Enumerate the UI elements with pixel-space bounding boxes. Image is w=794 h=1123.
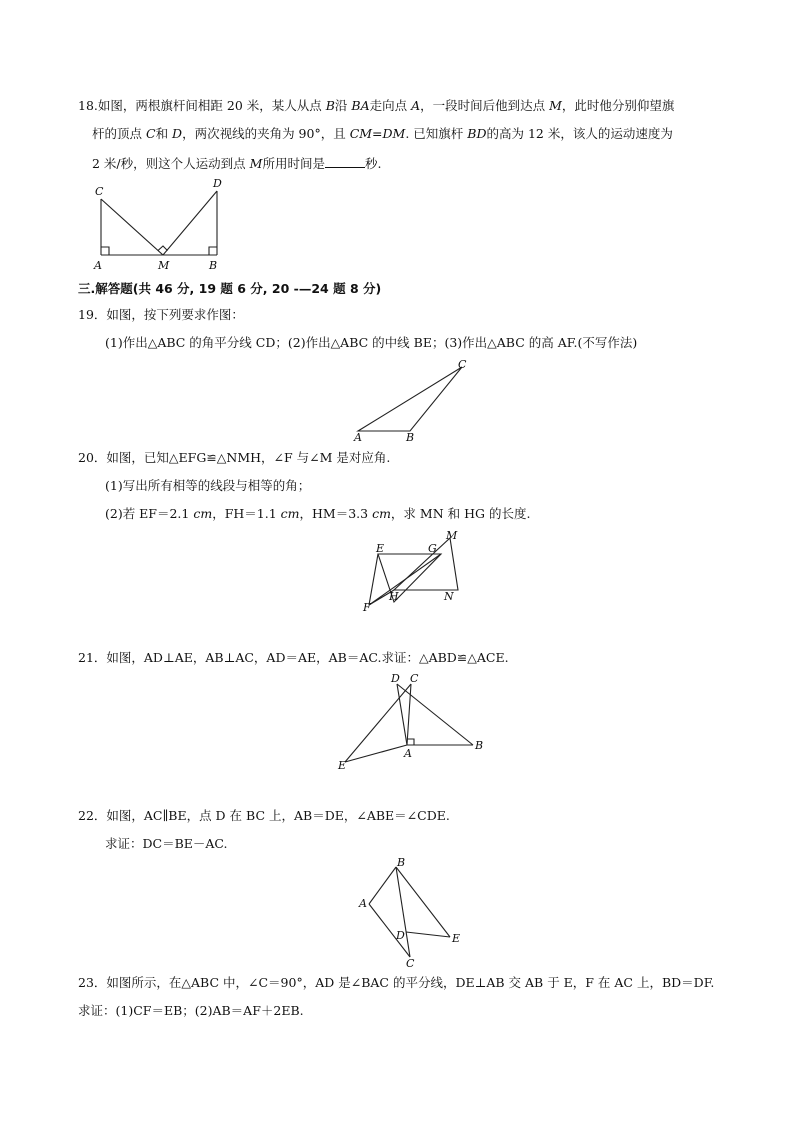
q22-line-1: 22．如图，AC∥BE，点 D 在 BC 上，AB＝DE，∠ABE＝∠CDE. [78,808,450,823]
label-e: E [338,759,347,772]
segment-de [406,932,450,937]
q19-line-2: (1)作出△ABC 的角平分线 CD；(2)作出△ABC 的中线 BE；(3)作出△ABC 的高 AF.(不写作法) [105,335,638,350]
q18-line-3: 2 米/秒，则这个人运动到点 M所用时间是 秒. [92,156,382,171]
label-a: A [354,431,362,444]
segment-gf [369,554,441,605]
q22-line-2: 求证：DC＝BE－AC. [105,836,228,851]
segment-be [396,867,450,937]
q18-figure [85,175,235,275]
right-angle-a [101,247,109,255]
segment-db [397,684,473,745]
q21-line-1: 21．如图，AD⊥AE，AB⊥AC，AD＝AE，AB＝AC.求证：△ABD≌△ACE. [78,650,509,665]
label-b: B [475,739,484,752]
q18-line-1: 18.如图，两根旗杆间相距 20 米，某人从点 B沿 BA走向点 A，一段时间后他到达点 M，此时他分别仰望旗 [78,98,675,113]
right-angle-b [209,247,217,255]
segment-fe [369,554,378,605]
label-a: A [359,897,367,910]
label-d: D [396,929,405,942]
triangle-abc [358,367,462,431]
label-b: B [397,856,406,869]
label-n: N [444,590,454,603]
q19-figure [348,360,478,445]
label-b: B [406,431,415,444]
label-m: M [158,259,170,272]
sightline-cm [101,199,163,255]
q22-figure [355,855,470,970]
label-c: C [458,358,467,371]
label-h: H [389,590,399,603]
q21-figure [335,670,490,775]
segment-ba [369,867,396,904]
right-angle-m [158,246,168,251]
q20-line-3: (2)若 EF＝2.1 cm，FH＝1.1 cm，HM＝3.3 cm，求 MN 和 HG 的长度. [105,506,531,521]
label-e: E [452,932,461,945]
answer-blank[interactable] [325,155,365,168]
q20-figure [360,530,470,615]
q23-line-2: 求证：(1)CF＝EB；(2)AB＝AF＋2EB. [78,1003,304,1018]
label-d: D [391,672,400,685]
q20-line-1: 20．如图，已知△EFG≌△NMH，∠F 与∠M 是对应角. [78,450,391,465]
q23-line-1: 23．如图所示，在△ABC 中，∠C＝90°，AD 是∠BAC 的平分线，DE⊥AB 交 AB 于 E，F 在 AC 上，BD＝DF. [78,975,715,990]
segment-ce [345,684,411,762]
label-c: C [406,957,415,970]
right-angle-a [407,739,414,745]
label-d: D [213,177,222,190]
segment-bc [396,867,410,957]
sightline-md [163,191,217,255]
q18-line-2: 杆的顶点 C和 D，两次视线的夹角为 90°，且 CM=DM. 已知旗杆 BD的高为 12 米，该人的运动速度为 [92,126,673,141]
label-g: G [428,542,437,555]
label-b: B [209,259,218,272]
q20-line-2: (1)写出所有相等的线段与相等的角； [105,478,311,493]
label-m: M [446,529,458,542]
label-c: C [95,185,104,198]
label-e: E [376,542,385,555]
label-c: C [410,672,419,685]
label-a: A [404,747,412,760]
label-f: F [363,601,371,614]
q19-line-1: 19．如图，按下列要求作图： [78,307,244,322]
segment-ae [345,745,407,762]
segment-da [397,684,407,745]
label-a: A [94,259,102,272]
section-3-heading: 三.解答题(共 46 分, 19 题 6 分, 20 -—24 题 8 分) [78,281,382,296]
